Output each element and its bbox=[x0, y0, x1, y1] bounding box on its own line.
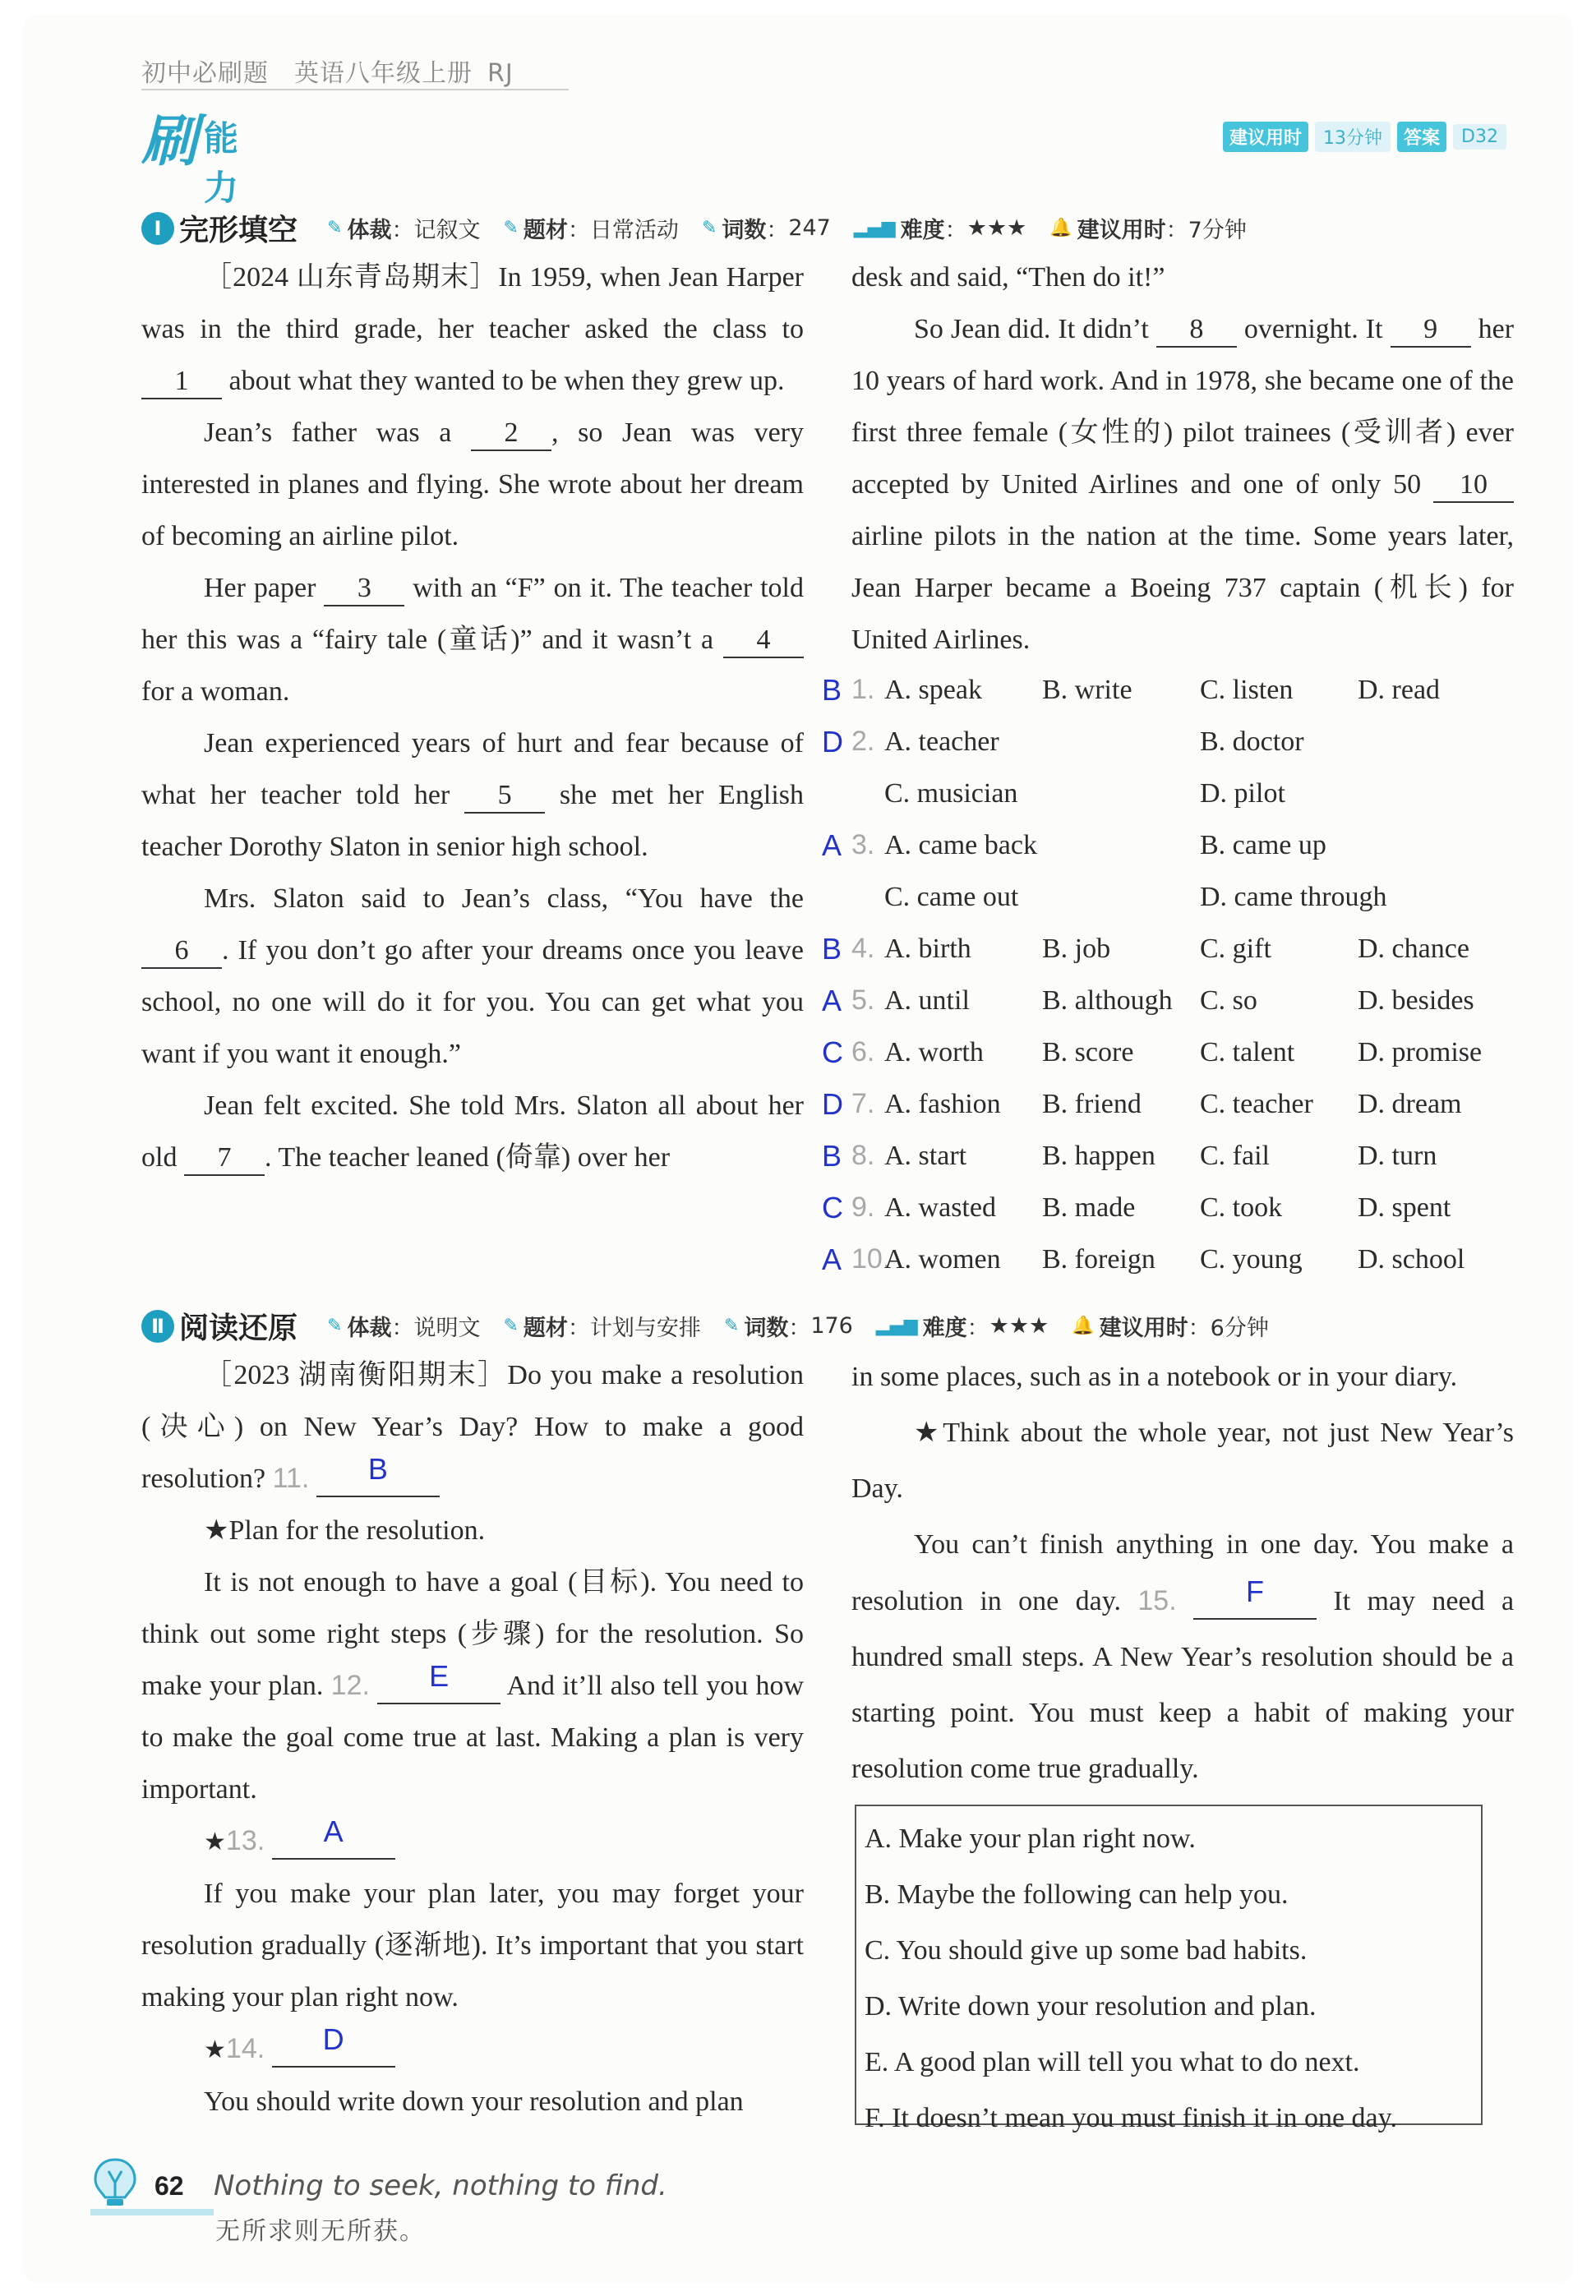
answer-blank-12[interactable]: E bbox=[377, 1668, 500, 1704]
option-a[interactable]: A. birth bbox=[884, 934, 971, 964]
option-row: C 9. A. wasted B. made C. took D. spent bbox=[822, 1182, 1529, 1233]
option-b[interactable]: B. happen bbox=[1042, 1141, 1155, 1171]
option-b[interactable]: B. foreign bbox=[1042, 1244, 1155, 1275]
option-row: C 6. A. worth B. score C. talent D. promise bbox=[822, 1026, 1529, 1078]
option-c[interactable]: C. listen bbox=[1200, 675, 1294, 705]
option-row: B 8. A. start B. happen C. fail D. turn bbox=[822, 1130, 1529, 1182]
bell-icon: 🔔 bbox=[1072, 1316, 1095, 1336]
option-b[interactable]: B. job bbox=[1042, 934, 1111, 964]
option-d[interactable]: D. pilot bbox=[1200, 778, 1285, 809]
subheading: ★Think about the whole year, not just New Year’s Day. bbox=[851, 1418, 1514, 1504]
answer-mark: C bbox=[822, 1191, 843, 1224]
option-row bbox=[822, 871, 1529, 923]
section2-title: 阅读还原 bbox=[179, 1312, 298, 1345]
option-row: B 4. A. birth B. job C. gift D. chance bbox=[822, 923, 1529, 975]
option-c[interactable]: C. musician bbox=[884, 778, 1018, 809]
section1-meta-difficulty: ▂▄▆ 难度 ： ★★★ bbox=[853, 215, 1027, 243]
subheading: ★Plan for the resolution. bbox=[204, 1515, 486, 1546]
option-b[interactable]: B. although bbox=[1042, 985, 1173, 1016]
option-row: B 1. A. speak B. write C. listen D. read bbox=[822, 664, 1529, 716]
passage-paragraph: You can’t finish anything in one day. You make a resolution in one day. 15. F It may need a hundred small steps. A New Year’s resolution should be a starting point. You must keep a habit of making your resolution come true gradually. bbox=[851, 1529, 1515, 1784]
passage-paragraph: in some places, such as in a notebook or in your diary. bbox=[851, 1362, 1458, 1392]
section2-meta-topic: ✎ 题材 ： 计划与安排 bbox=[503, 1316, 701, 1341]
answer-mark: C bbox=[822, 1035, 843, 1069]
section2-meta-words: ✎ 词数 ： 176 bbox=[723, 1313, 853, 1341]
answer-mark: B bbox=[822, 1139, 842, 1173]
pen-icon: ✎ bbox=[701, 218, 717, 238]
motto-chinese: 无所求则无所获。 bbox=[215, 2217, 426, 2246]
answer-mark: D bbox=[822, 725, 843, 758]
section1-meta-topic: ✎ 题材 ： 日常活动 bbox=[503, 218, 679, 243]
choice-d: D. Write down your resolution and plan. bbox=[865, 1991, 1317, 2022]
passage-paragraph: It is not enough to have a goal (目标). You need to think out some right steps (步骤) for the resolution. So make your plan. 12. E And it’ll also tell you how to make the goal come true at last. Making a plan is very important. bbox=[141, 1567, 804, 1805]
passage-paragraph: Mrs. Slaton said to Jean’s class, “You have the 6 . If you don’t go after your dreams once you leave school, no one will do it for you. You can get what you want if you want it enough.” bbox=[141, 883, 804, 1069]
blank-6[interactable]: 6 bbox=[141, 934, 222, 969]
section2-meta-difficulty: ▂▄▆ 难度 ： ★★★ bbox=[875, 1313, 1049, 1341]
passage-paragraph: ［2023 湖南衡阳期末］Do you make a resolution (决心) on New Year’s Day? How to make a good resolution? 11. B bbox=[141, 1349, 804, 1505]
option-c[interactable]: C. so bbox=[1200, 985, 1257, 1016]
pen-icon: ✎ bbox=[503, 1316, 519, 1336]
section2-right-column bbox=[851, 1349, 1514, 1797]
option-a[interactable]: A. women bbox=[884, 1244, 1001, 1275]
option-c[interactable]: C. gift bbox=[1200, 934, 1271, 964]
lightbulb-icon bbox=[90, 2156, 140, 2209]
blank-3[interactable]: 3 bbox=[324, 572, 404, 606]
choice-e: E. A good plan will tell you what to do next. bbox=[865, 2047, 1360, 2077]
option-c[interactable]: C. talent bbox=[1200, 1037, 1295, 1067]
option-row bbox=[822, 768, 1529, 819]
option-c[interactable]: C. teacher bbox=[1200, 1089, 1313, 1119]
section1-header bbox=[141, 207, 1270, 249]
option-a[interactable]: A. speak bbox=[884, 675, 982, 705]
option-c[interactable]: C. came out bbox=[884, 882, 1019, 912]
blank-2[interactable]: 2 bbox=[471, 417, 551, 451]
blank-5[interactable]: 5 bbox=[464, 779, 545, 814]
section1-options bbox=[822, 664, 1529, 1285]
answer-mark: B bbox=[822, 932, 842, 966]
section1-left-column bbox=[141, 251, 804, 1183]
question-14: ★14. D bbox=[141, 2023, 804, 2076]
option-row: A 10. A. women B. foreign C. young D. school bbox=[822, 1233, 1529, 1285]
section2-meta-time: 🔔 建议用时 ： 6分钟 bbox=[1072, 1316, 1269, 1341]
option-d[interactable]: D. read bbox=[1358, 675, 1441, 705]
question-13: ★13. A bbox=[141, 1815, 804, 1868]
blank-4[interactable]: 4 bbox=[723, 624, 804, 658]
option-a[interactable]: A. start bbox=[884, 1141, 967, 1171]
choices-box bbox=[855, 1805, 1483, 2133]
section1-meta-time: 🔔 建议用时 ： 7分钟 bbox=[1049, 218, 1247, 243]
bell-icon: 🔔 bbox=[1049, 218, 1072, 238]
option-b[interactable]: B. doctor bbox=[1200, 726, 1304, 757]
option-c[interactable]: C. took bbox=[1200, 1192, 1283, 1223]
option-a[interactable]: A. until bbox=[884, 985, 970, 1016]
answer-mark: A bbox=[822, 828, 842, 862]
option-c[interactable]: C. fail bbox=[1200, 1141, 1270, 1171]
pen-icon: ✎ bbox=[327, 218, 343, 238]
brand-big-char: 刷 bbox=[141, 109, 198, 174]
choice-a: A. Make your plan right now. bbox=[865, 1823, 1196, 1854]
answer-blank-15[interactable]: F bbox=[1193, 1584, 1317, 1620]
page-number: 62 bbox=[155, 2171, 184, 2201]
option-a[interactable]: A. teacher bbox=[884, 726, 999, 757]
answer-mark: A bbox=[822, 1243, 842, 1276]
option-a[interactable]: A. came back bbox=[884, 830, 1037, 860]
answer-label: 答案 bbox=[1397, 122, 1446, 152]
blank-8[interactable]: 8 bbox=[1156, 313, 1237, 348]
passage-paragraph: ［2024 山东青岛期末］In 1959, when Jean Harper was in the third grade, her teacher asked the class to 1 about what they wanted to be when they grew up. bbox=[141, 251, 804, 407]
recommended-time-badge bbox=[1223, 122, 1506, 151]
footer-accent-bar bbox=[90, 2209, 214, 2215]
option-d[interactable]: D. besides bbox=[1358, 985, 1474, 1016]
choice-c: C. You should give up some bad habits. bbox=[865, 1935, 1308, 1966]
section2-left-column bbox=[141, 1349, 804, 2128]
option-b[interactable]: B. score bbox=[1042, 1037, 1134, 1067]
option-b[interactable]: B. friend bbox=[1042, 1089, 1142, 1119]
option-b[interactable]: B. came up bbox=[1200, 830, 1326, 860]
option-row: D 2. A. teacher B. doctor bbox=[822, 716, 1529, 768]
edition-label: RJ bbox=[487, 59, 514, 88]
rec-time-label: 建议用时 bbox=[1223, 122, 1308, 152]
option-row: A 5. A. until B. although C. so D. besides bbox=[822, 975, 1529, 1026]
option-a[interactable]: A. fashion bbox=[884, 1089, 1001, 1119]
bars-icon: ▂▄▆ bbox=[875, 1316, 918, 1336]
option-d[interactable]: D. promise bbox=[1358, 1037, 1483, 1067]
section2-number: Ⅱ bbox=[141, 1310, 174, 1343]
blank-1[interactable]: 1 bbox=[141, 365, 222, 399]
title-rule bbox=[141, 89, 569, 90]
option-row: A 3. A. came back B. came up bbox=[822, 819, 1529, 871]
section1-meta-genre: ✎ 体裁 ： 记叙文 bbox=[327, 218, 481, 243]
section1-meta-words: ✎ 词数 ： 247 bbox=[701, 215, 831, 243]
pen-icon: ✎ bbox=[503, 218, 519, 238]
pen-icon: ✎ bbox=[327, 1316, 343, 1336]
passage-paragraph: Her paper 3 with an “F” on it. The teacher told her this was a “fairy tale (童话)” and it wasn’t a 4 for a woman. bbox=[141, 573, 804, 707]
option-b[interactable]: B. write bbox=[1042, 675, 1132, 705]
answer-mark: A bbox=[822, 984, 842, 1017]
passage-paragraph: Jean felt excited. She told Mrs. Slaton all about her old 7 . The teacher leaned (倚靠) over her bbox=[141, 1080, 804, 1183]
star-icon: ★ bbox=[204, 1828, 226, 1856]
section1-number: Ⅰ bbox=[141, 212, 174, 245]
option-d[interactable]: D. spent bbox=[1358, 1192, 1451, 1223]
bars-icon: ▂▄▆ bbox=[853, 218, 896, 238]
answer-mark: D bbox=[822, 1087, 843, 1121]
option-d[interactable]: D. dream bbox=[1358, 1089, 1462, 1119]
option-d[interactable]: D. turn bbox=[1358, 1141, 1437, 1171]
option-d[interactable]: D. school bbox=[1358, 1244, 1465, 1275]
option-row: D 7. A. fashion B. friend C. teacher D. dream bbox=[822, 1078, 1529, 1130]
passage-paragraph: So Jean did. It didn’t 8 overnight. It 9 her 10 years of hard work. And in 1978, she became one of the first three female (女性的) pilot trainees (受训者) ever accepted by United Airlines and one of only 50 10 airline pilots in the nation at the time. Some years later, Jean Harper became a Boeing 737 captain (机长) for United Airlines. bbox=[851, 314, 1515, 655]
book-title-text: 初中必刷题 英语八年级上册 bbox=[141, 59, 473, 88]
option-b[interactable]: B. made bbox=[1042, 1192, 1136, 1223]
blank-10[interactable]: 10 bbox=[1433, 468, 1514, 503]
answer-blank-13[interactable]: A bbox=[272, 1823, 395, 1860]
option-c[interactable]: C. young bbox=[1200, 1244, 1303, 1275]
book-title bbox=[141, 53, 514, 89]
star-icon: ★ bbox=[204, 2036, 226, 2063]
passage-paragraph: If you make your plan later, you may forget your resolution gradually (逐渐地). It’s important that you start making your plan right now. bbox=[141, 1879, 804, 2012]
section1-title: 完形填空 bbox=[179, 214, 298, 247]
choice-f: F. It doesn’t mean you must finish it in one day. bbox=[865, 2103, 1397, 2133]
section2-header bbox=[141, 1305, 1292, 1347]
answer-page: D32 bbox=[1453, 124, 1506, 150]
passage-paragraph: Jean experienced years of hurt and fear because of what her teacher told her 5 she met her English teacher Dorothy Slaton in senior high school. bbox=[141, 728, 804, 862]
passage-paragraph: You should write down your resolution and plan bbox=[204, 2086, 744, 2117]
pen-icon: ✎ bbox=[723, 1316, 740, 1336]
answer-blank-11[interactable]: B bbox=[316, 1461, 440, 1497]
passage-paragraph: desk and said, “Then do it!” bbox=[851, 262, 1165, 293]
option-a[interactable]: A. wasted bbox=[884, 1192, 996, 1223]
option-d[interactable]: D. came through bbox=[1200, 882, 1387, 912]
section2-meta-genre: ✎ 体裁 ： 说明文 bbox=[327, 1316, 481, 1341]
brand-small-text: 能力 bbox=[204, 118, 239, 208]
option-a[interactable]: A. worth bbox=[884, 1037, 984, 1067]
choice-b: B. Maybe the following can help you. bbox=[865, 1879, 1289, 1910]
blank-9[interactable]: 9 bbox=[1391, 313, 1471, 348]
option-d[interactable]: D. chance bbox=[1358, 934, 1469, 964]
answer-mark: B bbox=[822, 673, 842, 707]
rec-time-value: 13分钟 bbox=[1315, 122, 1391, 152]
blank-7[interactable]: 7 bbox=[184, 1141, 265, 1176]
answer-blank-14[interactable]: D bbox=[272, 2031, 395, 2068]
motto-english: Nothing to seek, nothing to find. bbox=[214, 2169, 667, 2202]
section1-right-column bbox=[851, 251, 1514, 666]
passage-paragraph: Jean’s father was a 2 , so Jean was very interested in planes and flying. She wrote about her dream of becoming an airline pilot. bbox=[141, 417, 804, 551]
